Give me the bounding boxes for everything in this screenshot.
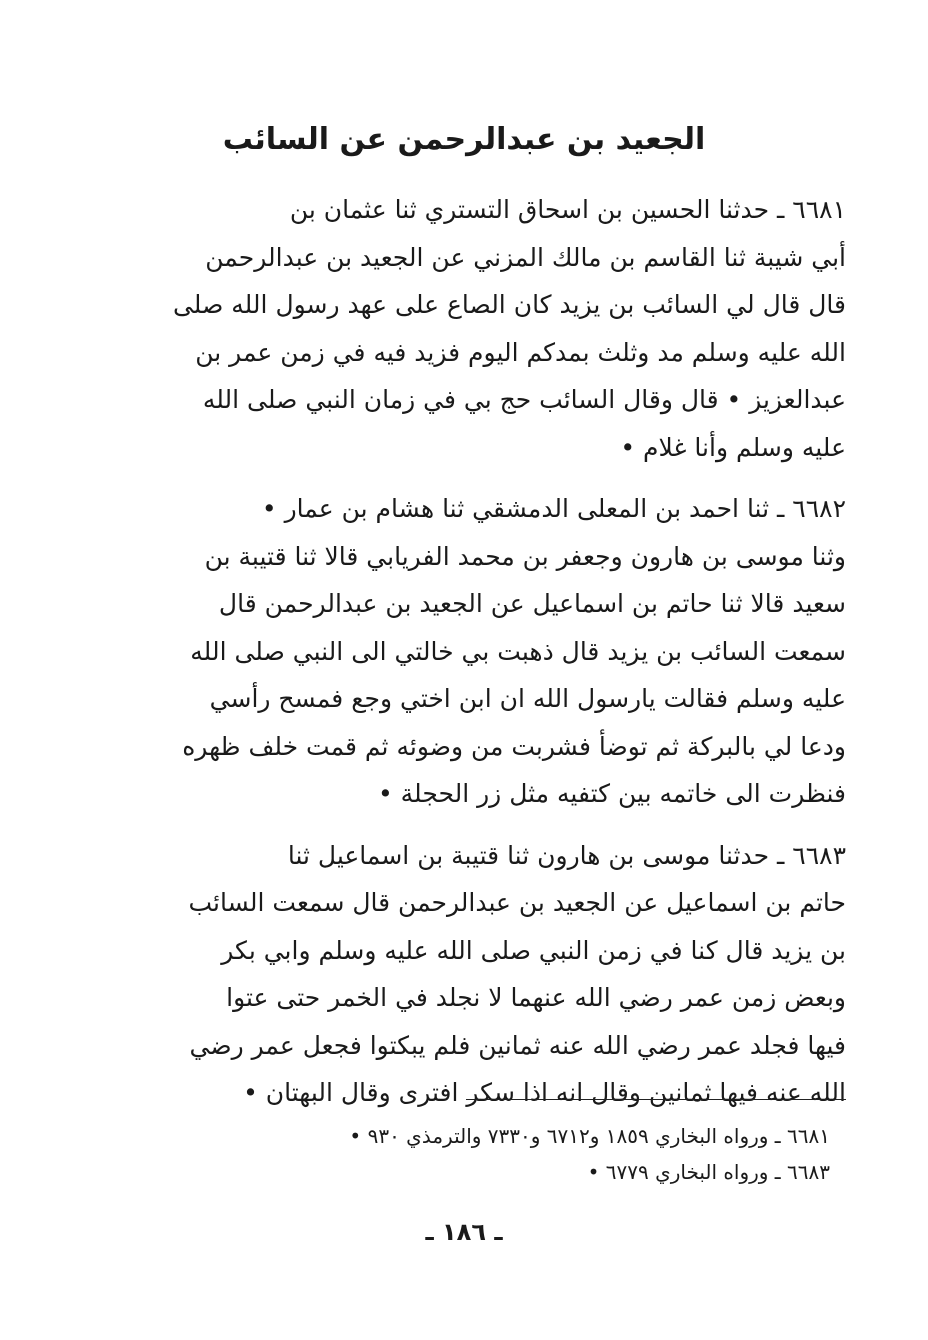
hadith-body [140, 186, 846, 1131]
hadith-paragraph-6682 [140, 485, 846, 818]
text-line: عبدالعزيز • قال وقال السائب حج بي في زمان النبي صلى الله [202, 385, 846, 414]
text-line: وثنا موسى بن هارون وجعفر بن محمد الفريابي قالا ثنا قتيبة بن [204, 541, 846, 571]
text-line: بن يزيد قال كنا في زمن النبي صلى الله عليه وسلم وابي بكر [221, 935, 846, 965]
footnotes [150, 1118, 830, 1190]
text-line: الله عنه فيها ثمانين وقال انه اذا سكر افترى وقال البهتان • [243, 1078, 846, 1107]
page-title: الجعيد بن عبدالرحمن عن السائب [222, 122, 706, 158]
text-line: سمعت السائب بن يزيد قال ذهبت بي خالتي الى النبي صلى الله [190, 636, 846, 666]
text-line: الله عليه وسلم مد وثلث بمدكم اليوم فزيد فيه في زمن عمر بن [195, 337, 846, 367]
text-line: فيها فجلد عمر رضي الله عنه ثمانين فلم يبكتوا فجعل عمر رضي [189, 1030, 846, 1060]
text-line: أبي شيبة ثنا القاسم بن مالك المزني عن الجعيد بن عبدالرحمن [205, 242, 846, 272]
footnote-6681: ٦٦٨١ ـ ورواه البخاري ١٨٥٩ و٦٧١٢ و٧٣٣٠ والترمذي ٩٣٠ • [349, 1124, 830, 1148]
hadith-paragraph-6683 [140, 832, 846, 1117]
footnote-divider [466, 1099, 846, 1100]
text-line: وبعض زمن عمر رضي الله عنهما لا نجلد في الخمر حتى عتوا [226, 983, 846, 1012]
text-line: ٦٦٨١ ـ حدثنا الحسين بن اسحاق التستري ثنا عثمان بن [289, 195, 846, 224]
footnote-6683: ٦٦٨٣ ـ ورواه البخاري ٦٧٧٩ • [587, 1160, 830, 1184]
text-line: حاتم بن اسماعيل عن الجعيد بن عبدالرحمن قال سمعت السائب [188, 888, 846, 917]
hadith-paragraph-6681 [140, 186, 846, 471]
text-line: عليه وسلم وأنا غلام • [620, 432, 846, 462]
text-line: ٦٦٨٣ ـ حدثنا موسى بن هارون ثنا قتيبة بن اسماعيل ثنا [287, 840, 846, 870]
text-line: ودعا لي بالبركة ثم توضأ فشربت من وضوئه ثم قمت خلف ظهره [182, 731, 846, 761]
text-line: فنظرت الى خاتمه بين كتفيه مثل زر الحجلة • [377, 779, 846, 808]
text-line: عليه وسلم فقالت يارسول الله ان ابن اختي وجع فمسح رأسي [209, 684, 846, 713]
text-line: سعيد قالا ثنا حاتم بن اسماعيل عن الجعيد بن عبدالرحمن قال [218, 589, 846, 618]
text-line: ٦٦٨٢ ـ ثنا احمد بن المعلى الدمشقي ثنا هشام بن عمار • [261, 494, 846, 523]
page-number: ـ ١٨٦ ـ [425, 1218, 503, 1246]
text-line: قال قال لي السائب بن يزيد كان الصاع على عهد رسول الله صلى [172, 290, 846, 319]
